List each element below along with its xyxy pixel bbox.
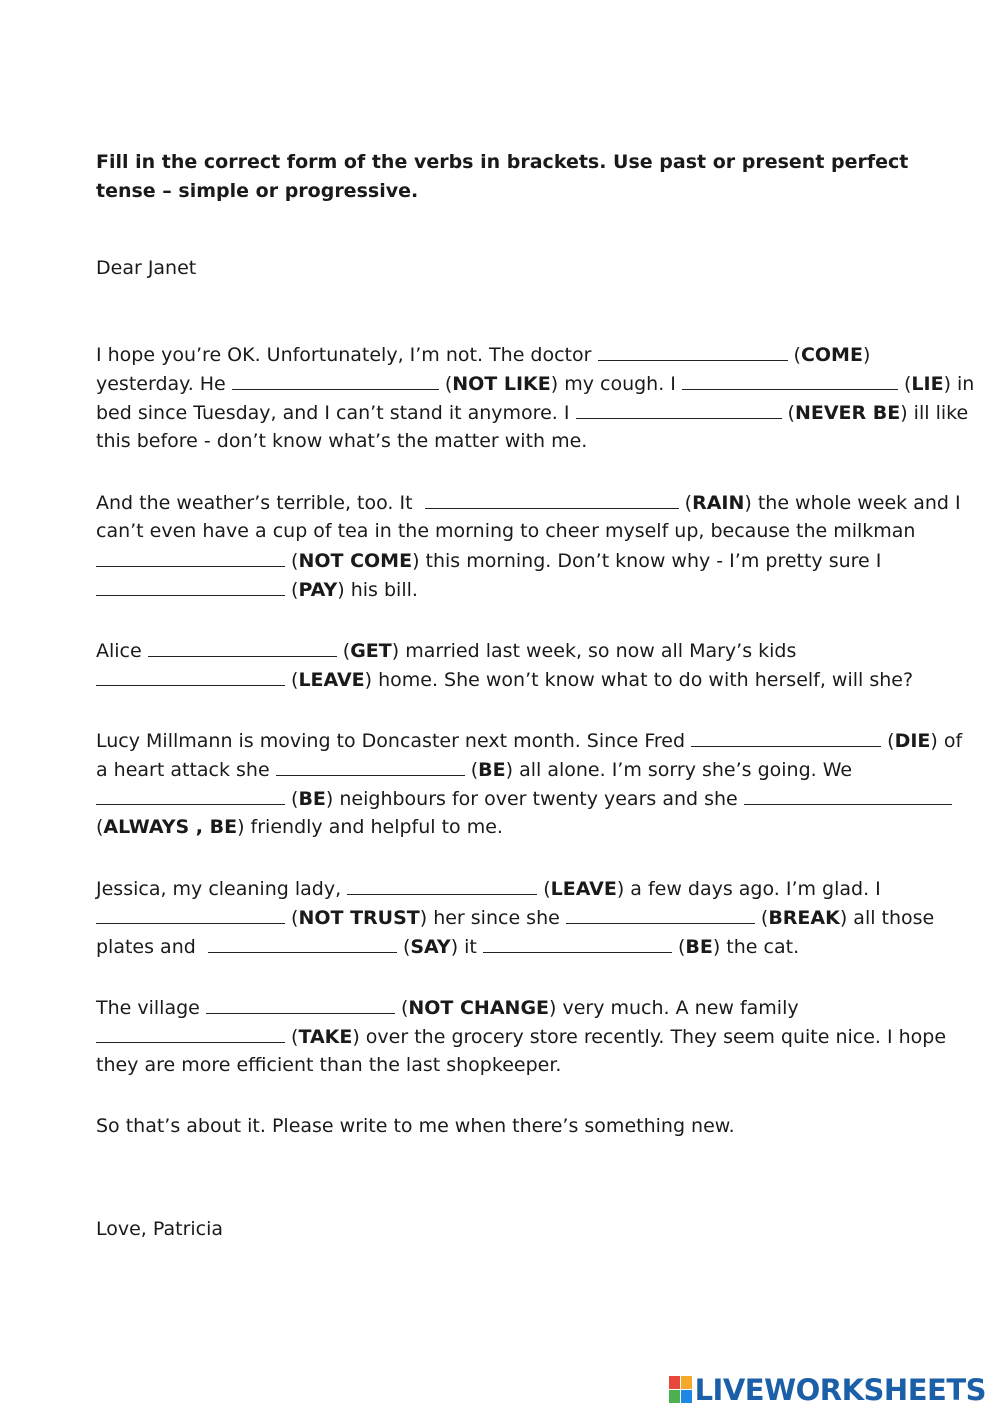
verb: RAIN (692, 492, 745, 514)
answer-blank[interactable] (96, 575, 285, 596)
answer-blank[interactable] (276, 755, 465, 776)
answer-blank[interactable] (691, 726, 881, 747)
p5-line-1: Jessica, my cleaning lady, (LEAVE) a few days ago. I’m glad. I (96, 874, 881, 903)
brand-name: LIVEWORKSHEETS (694, 1373, 986, 1407)
answer-blank[interactable] (744, 784, 952, 805)
verb: BE (478, 759, 506, 781)
answer-blank[interactable] (208, 932, 397, 953)
verb: NOT COME (298, 550, 413, 572)
verb: LEAVE (298, 669, 365, 691)
verb: NEVER BE (794, 402, 901, 424)
verb: ALWAYS , BE (103, 816, 238, 838)
answer-blank[interactable] (483, 932, 672, 953)
p6-line-1: The village (NOT CHANGE) very much. A new family (96, 993, 799, 1022)
answer-blank[interactable] (425, 488, 679, 509)
verb: LEAVE (550, 878, 617, 900)
p5-line-2: (NOT TRUST) her since she (BREAK) all those (96, 903, 934, 932)
answer-blank[interactable] (566, 903, 755, 924)
greeting: Dear Janet (96, 257, 197, 279)
p4-line-3: (BE) neighbours for over twenty years and she (96, 784, 952, 813)
p5-line-3: plates and (SAY) it (BE) the cat. (96, 932, 799, 961)
verb: NOT TRUST (298, 907, 420, 929)
verb: BREAK (768, 907, 840, 929)
p2-line-1: And the weather’s terrible, too. It (RAIN) the whole week and I (96, 488, 961, 517)
answer-blank[interactable] (96, 546, 285, 567)
instructions: Fill in the correct form of the verbs in brackets. Use past or present perfect tense – simple or progressive. (96, 151, 909, 202)
p3-line-1: Alice (GET) married last week, so now all Mary’s kids (96, 636, 796, 665)
answer-blank[interactable] (96, 784, 285, 805)
p6-line-3: they are more efficient than the last shopkeeper. (96, 1054, 562, 1076)
verb: DIE (894, 730, 931, 752)
p2-line-2: can’t even have a cup of tea in the morning to cheer myself up, because the milkman (96, 520, 916, 542)
p1-line-3: bed since Tuesday, and I can’t stand it anymore. I (NEVER BE) ill like (96, 398, 968, 427)
answer-blank[interactable] (96, 1022, 285, 1043)
p4-line-1: Lucy Millmann is moving to Doncaster next month. Since Fred (DIE) of (96, 726, 962, 755)
p6-line-2: (TAKE) over the grocery store recently. They seem quite nice. I hope (96, 1022, 946, 1051)
verb: NOT LIKE (452, 373, 551, 395)
verb: SAY (410, 936, 451, 958)
verb: BE (685, 936, 713, 958)
verb: LIE (911, 373, 944, 395)
signature: Love, Patricia (96, 1218, 224, 1240)
verb: GET (350, 640, 392, 662)
answer-blank[interactable] (576, 398, 782, 419)
verb: PAY (298, 579, 338, 601)
verb: BE (298, 788, 326, 810)
p1-line-4: this before - don’t know what’s the matter with me. (96, 430, 588, 452)
verb: COME (800, 344, 863, 366)
liveworksheets-logo-icon (669, 1376, 693, 1404)
answer-blank[interactable] (347, 874, 537, 895)
answer-blank[interactable] (232, 369, 439, 390)
closing-line: So that’s about it. Please write to me when there’s something new. (96, 1115, 735, 1137)
answer-blank[interactable] (206, 993, 395, 1014)
answer-blank[interactable] (96, 665, 285, 686)
p2-line-3: (NOT COME) this morning. Don’t know why - I’m pretty sure I (96, 546, 881, 575)
answer-blank[interactable] (598, 340, 788, 361)
answer-blank[interactable] (682, 369, 898, 390)
liveworksheets-logo (669, 1372, 986, 1408)
verb: TAKE (298, 1026, 353, 1048)
verb: NOT CHANGE (408, 997, 550, 1019)
p4-line-2: a heart attack she (BE) all alone. I’m sorry she’s going. We (96, 755, 852, 784)
p1-line-2: yesterday. He (NOT LIKE) my cough. I (LIE) in (96, 369, 974, 398)
p3-line-2: (LEAVE) home. She won’t know what to do with herself, will she? (96, 665, 913, 694)
p2-line-4: (PAY) his bill. (96, 575, 418, 604)
answer-blank[interactable] (96, 903, 285, 924)
answer-blank[interactable] (148, 636, 337, 657)
p4-line-4: (ALWAYS , BE) friendly and helpful to me. (96, 816, 503, 838)
p1-line-1: I hope you’re OK. Unfortunately, I’m not. The doctor (COME) (96, 340, 870, 369)
